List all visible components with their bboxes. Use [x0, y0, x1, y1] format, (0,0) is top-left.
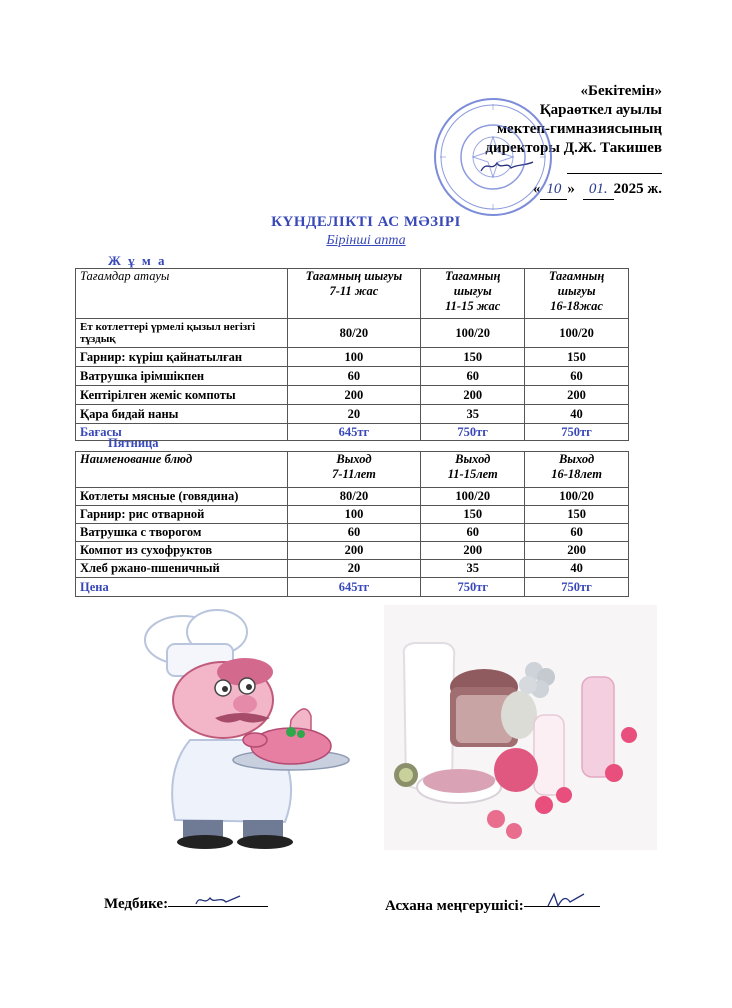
portion-value: 100/20 [421, 319, 525, 348]
price-value: 750тг [421, 424, 525, 441]
dish-name: Котлеты мясные (говядина) [76, 488, 288, 506]
table-row [76, 560, 629, 578]
portion-value: 100/20 [525, 319, 629, 348]
header-cell: Тағамдар атауы [76, 269, 288, 319]
dish-name: Гарнир: рис отварной [76, 506, 288, 524]
portion-value: 20 [287, 560, 421, 578]
food-photo-icon [384, 605, 657, 850]
signature-scribble-icon [192, 892, 252, 908]
portion-value: 100 [287, 506, 421, 524]
approval-director: директоры Д.Ж. Такишев [485, 140, 662, 156]
price-label: Цена [76, 578, 288, 597]
portion-value: 60 [287, 367, 421, 386]
table-header-row [76, 269, 629, 319]
header-cell: Выход 11-15лет [421, 452, 525, 488]
table-row [76, 348, 629, 367]
portion-value: 60 [421, 367, 525, 386]
price-value: 750тг [525, 578, 629, 597]
price-row [76, 578, 629, 597]
menu-table-ru [75, 451, 629, 597]
portion-value: 35 [421, 560, 525, 578]
portion-value: 150 [525, 348, 629, 367]
portion-value: 35 [421, 405, 525, 424]
approval-village: Қараөткел ауылы [539, 102, 662, 118]
portion-value: 60 [421, 524, 525, 542]
canteen-signature-line [524, 892, 600, 907]
portion-value: 200 [421, 386, 525, 405]
portion-value: 100 [287, 348, 421, 367]
portion-value: 80/20 [287, 488, 421, 506]
dish-name: Гарнир: күріш қайнатылған [76, 348, 288, 367]
dish-name: Ватрушка с творогом [76, 524, 288, 542]
price-value: 750тг [421, 578, 525, 597]
dish-name: Компот из сухофруктов [76, 542, 288, 560]
date-month: 01. [583, 180, 614, 200]
dish-name: Хлеб ржано-пшеничный [76, 560, 288, 578]
price-value: 645тг [287, 578, 421, 597]
chef-illustration-icon [105, 600, 377, 852]
table-row [76, 488, 629, 506]
nurse-signature-line [168, 892, 268, 907]
dish-name: Кептірілген жеміс компоты [76, 386, 288, 405]
nurse-label: Медбике: [104, 896, 169, 912]
menu-title: КҮНДЕЛІКТІ АС МӘЗІРІ [271, 214, 461, 230]
signature-underline [567, 161, 662, 174]
header-cell: Выход 7-11лет [287, 452, 421, 488]
approval-school: мектеп-гимназиясының [496, 121, 662, 137]
price-value: 750тг [525, 424, 629, 441]
date-year: 2025 ж. [613, 181, 662, 197]
canteen-head-signature [385, 892, 600, 915]
portion-value: 150 [421, 348, 525, 367]
portion-value: 40 [525, 405, 629, 424]
header-cell: Тағамның шығуы 16-18жас [525, 269, 629, 319]
portion-value: 100/20 [525, 488, 629, 506]
day-label-ru: Пятница [108, 436, 159, 450]
portion-value: 200 [525, 542, 629, 560]
dish-name: Ватрушка ірімшікпен [76, 367, 288, 386]
portion-value: 200 [287, 386, 421, 405]
portion-value: 100/20 [421, 488, 525, 506]
price-value: 645тг [287, 424, 421, 441]
nurse-signature [104, 892, 268, 913]
canteen-label: Асхана меңгерушісі: [385, 898, 524, 914]
table-row [76, 319, 629, 348]
signature-scribble-icon [544, 892, 600, 910]
table-row [76, 506, 629, 524]
official-stamp-icon [432, 96, 554, 218]
menu-week: Бірінші апта [326, 233, 406, 248]
portion-value: 200 [525, 386, 629, 405]
approval-heading: «Бекітемін» [580, 83, 662, 99]
menu-table-kz [75, 268, 629, 441]
portion-value: 40 [525, 560, 629, 578]
price-label: Бағасы [76, 424, 288, 441]
portion-value: 80/20 [287, 319, 421, 348]
table-row [76, 386, 629, 405]
portion-value: 200 [287, 542, 421, 560]
table-row [76, 367, 629, 386]
portion-value: 150 [421, 506, 525, 524]
table-row [76, 524, 629, 542]
portion-value: 60 [525, 524, 629, 542]
header-cell: Тағамның шығуы 11-15 жас [421, 269, 525, 319]
portion-value: 60 [525, 367, 629, 386]
table-row [76, 405, 629, 424]
portion-value: 150 [525, 506, 629, 524]
portion-value: 200 [421, 542, 525, 560]
header-cell: Наименование блюд [76, 452, 288, 488]
header-cell: Выход 16-18лет [525, 452, 629, 488]
dish-name: Қара бидай наны [76, 405, 288, 424]
dish-name: Ет котлеттері үрмелі қызыл негізгі тұздық [76, 319, 288, 348]
table-row [76, 542, 629, 560]
header-cell: Тағамның шығуы 7-11 жас [287, 269, 421, 319]
approval-date: « 10 » 01. 2025 ж. [473, 180, 662, 200]
date-day: 10 [540, 180, 567, 200]
day-label-kz: Ж ұ м а [108, 253, 167, 268]
portion-value: 60 [287, 524, 421, 542]
table-header-row [76, 452, 629, 488]
portion-value: 20 [287, 405, 421, 424]
